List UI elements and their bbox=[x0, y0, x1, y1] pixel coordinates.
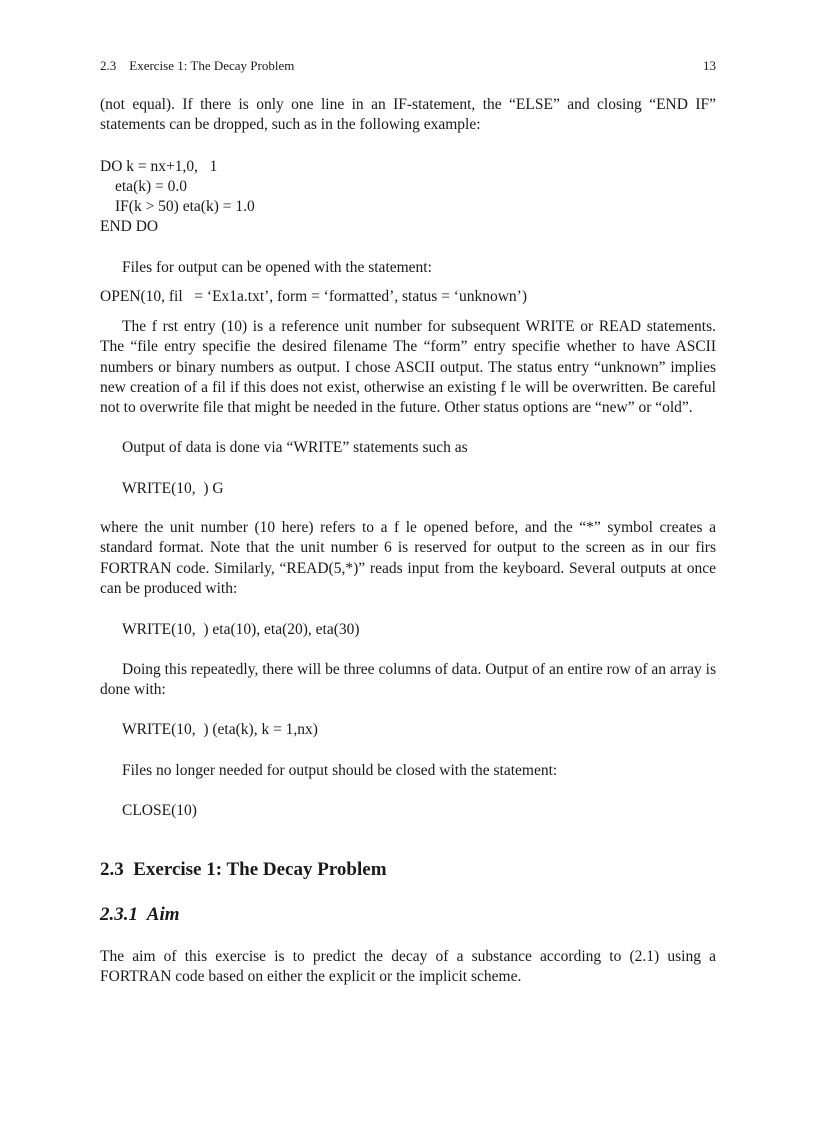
open-statement: OPEN(10, fil = ‘Ex1a.txt’, form = ‘formatted’, status = ‘unknown’) bbox=[100, 288, 527, 305]
paragraph-first-entry: The f rst entry (10) is a reference unit number for subsequent WRITE or READ statements. The “file entry specifie the desired filename The “form” entry specifie whether to have ASCII numbers or binary numbers as output. I chose ASCII output. The status entry “unknown” implies new creation of a fil if this does not exist, otherwise an existing f le will be overwritten. Be careful not to overwrite file that might be needed in the future. Other status options are “new” or “old”. bbox=[100, 318, 716, 417]
code-line-4: END DO bbox=[100, 218, 159, 235]
paragraph-if-statement: (not equal). If there is only one line in an IF-statement, the “ELSE” and closing “END IF” statements can be dropped, such as in the following example: bbox=[100, 96, 716, 134]
code-line-1: DO k = nx+1,0, 1 bbox=[100, 158, 218, 175]
close-statement: CLOSE(10) bbox=[122, 802, 197, 819]
page-number: 13 bbox=[703, 58, 716, 73]
write-statement-2: WRITE(10, ) eta(10), eta(20), eta(30) bbox=[122, 621, 360, 638]
code-line-2: eta(k) = 0.0 bbox=[115, 178, 188, 195]
paragraph-aim: The aim of this exercise is to predict the decay of a substance according to (2.1) using a FORTRAN code based on either the explicit or the implicit scheme. bbox=[100, 948, 716, 986]
running-title: 2.3 Exercise 1: The Decay Problem bbox=[100, 58, 295, 73]
code-line-3: IF(k > 50) eta(k) = 1.0 bbox=[115, 198, 255, 215]
paragraph-columns: Doing this repeatedly, there will be three columns of data. Output of an entire row of an array is done with: bbox=[100, 661, 716, 699]
paragraph-close-files: Files no longer needed for output should be closed with the statement: bbox=[122, 762, 558, 779]
paragraph-unit-number: where the unit number (10 here) refers to a f le opened before, and the “*” symbol creates a standard format. Note that the unit number 6 is reserved for output to the screen as in our firs FORTRAN code. Similarly, “READ(5,*)” reads input from the keyboard. Several outputs at once can be produced with: bbox=[100, 519, 716, 597]
paragraph-files-output: Files for output can be opened with the statement: bbox=[122, 259, 432, 276]
subsection-heading: 2.3.1 Aim bbox=[100, 904, 180, 925]
paragraph-write-intro: Output of data is done via “WRITE” statements such as bbox=[122, 439, 468, 456]
running-header bbox=[100, 58, 716, 74]
write-statement-3: WRITE(10, ) (eta(k), k = 1,nx) bbox=[122, 721, 318, 738]
write-statement-1: WRITE(10, ) G bbox=[122, 480, 224, 497]
section-heading: 2.3 Exercise 1: The Decay Problem bbox=[100, 859, 387, 880]
